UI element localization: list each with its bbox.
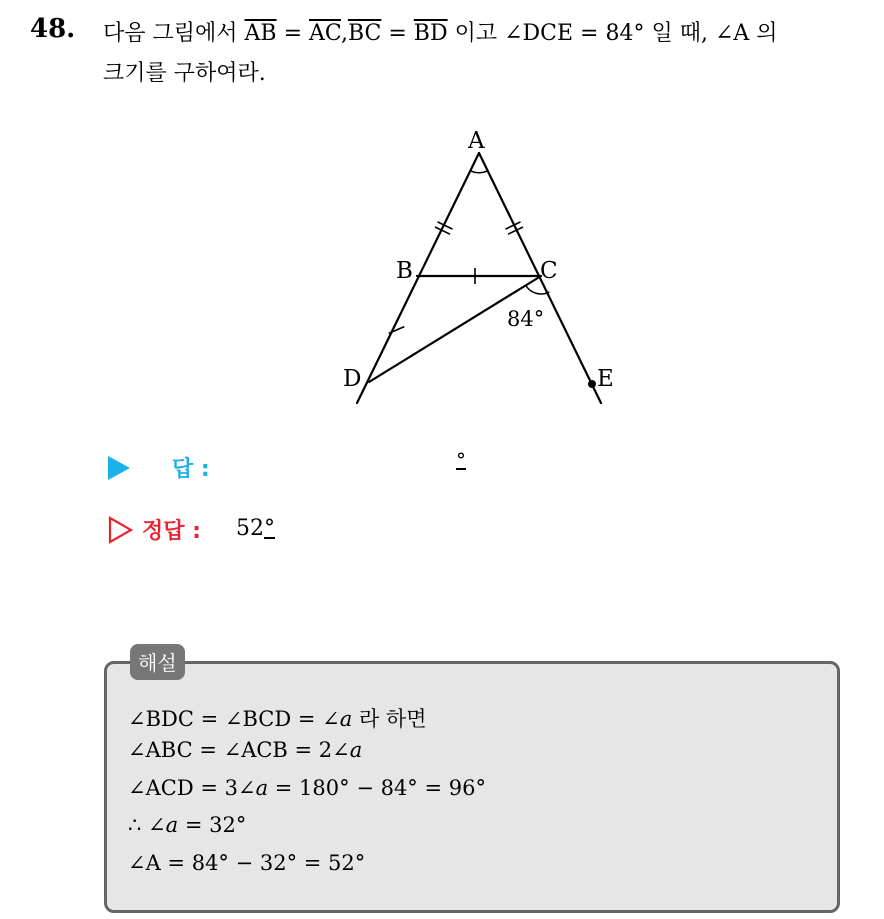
comma: , <box>340 21 348 46</box>
line-1-end: 라 하면 <box>352 707 427 731</box>
outline-arrow-icon <box>108 516 134 544</box>
question-line-2: 크기를 구하여라. <box>103 61 266 86</box>
segment-bd: $\overline{BD}$ <box>413 21 448 46</box>
correct-value-unit: ° <box>264 516 275 541</box>
correct-value-number: 52 <box>236 516 264 541</box>
line-3-end: = 180° − 84° = 96° <box>268 776 486 800</box>
answer-row <box>108 448 508 488</box>
segment-ab: $\overline{AB}$ <box>244 21 277 46</box>
line-3-main: ∠ACD = 3∠ <box>128 776 256 800</box>
label-d: D <box>343 366 362 392</box>
label-b: B <box>396 258 413 284</box>
correct-answer-value <box>236 516 275 541</box>
triangle-figure <box>300 120 640 420</box>
equals-sign: = <box>276 21 309 46</box>
label-c: C <box>540 258 558 284</box>
explanation-line-4 <box>128 813 246 837</box>
explanation-line-5: ∠A = 84° − 32° = 52° <box>128 851 366 875</box>
line-1-main: ∠BDC = ∠BCD = ∠ <box>128 707 340 731</box>
question-line-1 <box>103 16 778 47</box>
tick-bd <box>389 327 405 334</box>
segment-bc: $\overline{BC}$ <box>347 21 382 46</box>
explanation-line-2 <box>128 738 362 762</box>
segment-ac: $\overline{AC}$ <box>309 21 341 46</box>
line-4-main: ∴ ∠ <box>128 813 166 837</box>
line-a-to-d-extended <box>357 153 479 403</box>
variable-a: a <box>349 738 363 762</box>
correct-answer-label: 정답 : <box>142 519 201 544</box>
angle-a-arc <box>470 171 487 173</box>
correct-answer-row <box>108 514 508 550</box>
line-4-end: = 32° <box>178 813 247 837</box>
play-arrow-icon <box>108 456 130 480</box>
explanation-tag: 해설 <box>130 644 185 680</box>
line-2-main: ∠ABC = ∠ACB = 2∠ <box>128 738 350 762</box>
answer-blank-unit[interactable]: ° <box>456 448 466 472</box>
variable-a: a <box>165 813 179 837</box>
label-a: A <box>468 128 485 154</box>
variable-a: a <box>255 776 269 800</box>
explanation-line-3 <box>128 776 486 800</box>
equals-sign: = <box>381 21 414 46</box>
variable-a: a <box>339 707 353 731</box>
answer-label: 답 : <box>172 457 210 482</box>
question-condition: 이고 ∠DCE = 84° 일 때, ∠A 의 <box>447 21 778 46</box>
question-number: 48. <box>30 14 76 44</box>
explanation-line-1 <box>128 703 427 733</box>
point-e-dot <box>588 380 596 388</box>
label-angle-84: 84° <box>507 307 545 331</box>
question-intro: 다음 그림에서 <box>103 21 238 46</box>
label-e: E <box>597 366 614 392</box>
